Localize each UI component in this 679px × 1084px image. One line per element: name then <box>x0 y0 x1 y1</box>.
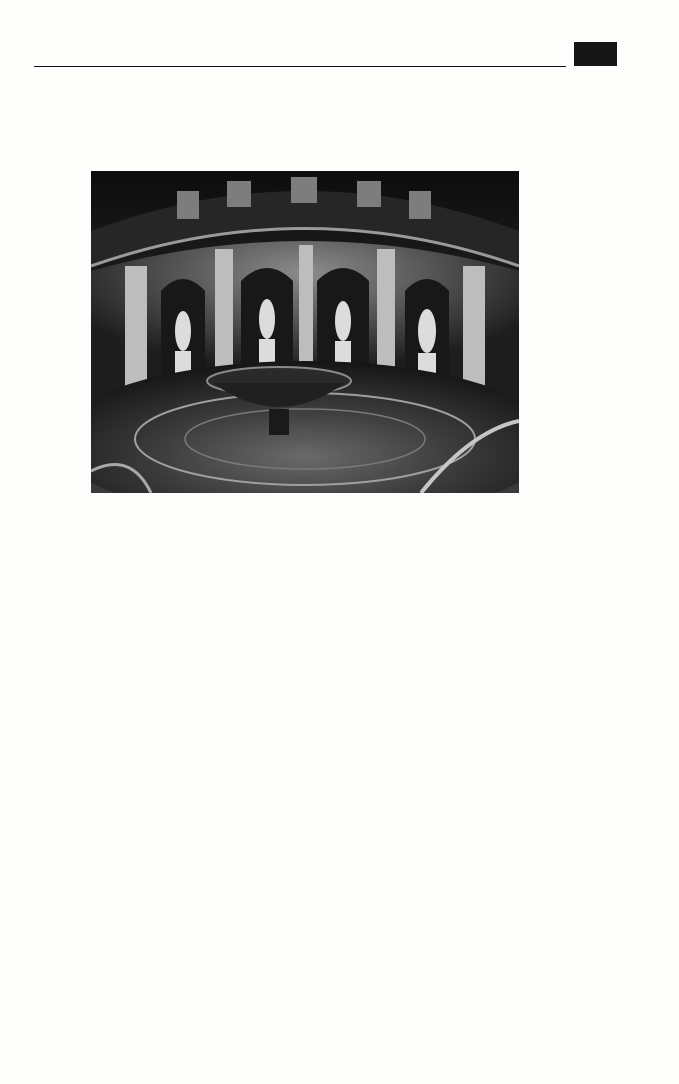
running-head <box>34 42 566 67</box>
basin-pedestal <box>269 409 289 435</box>
rotunda-photo <box>91 171 519 493</box>
rotunda-illustration <box>91 171 519 493</box>
chapter-tab-marker <box>574 42 617 66</box>
